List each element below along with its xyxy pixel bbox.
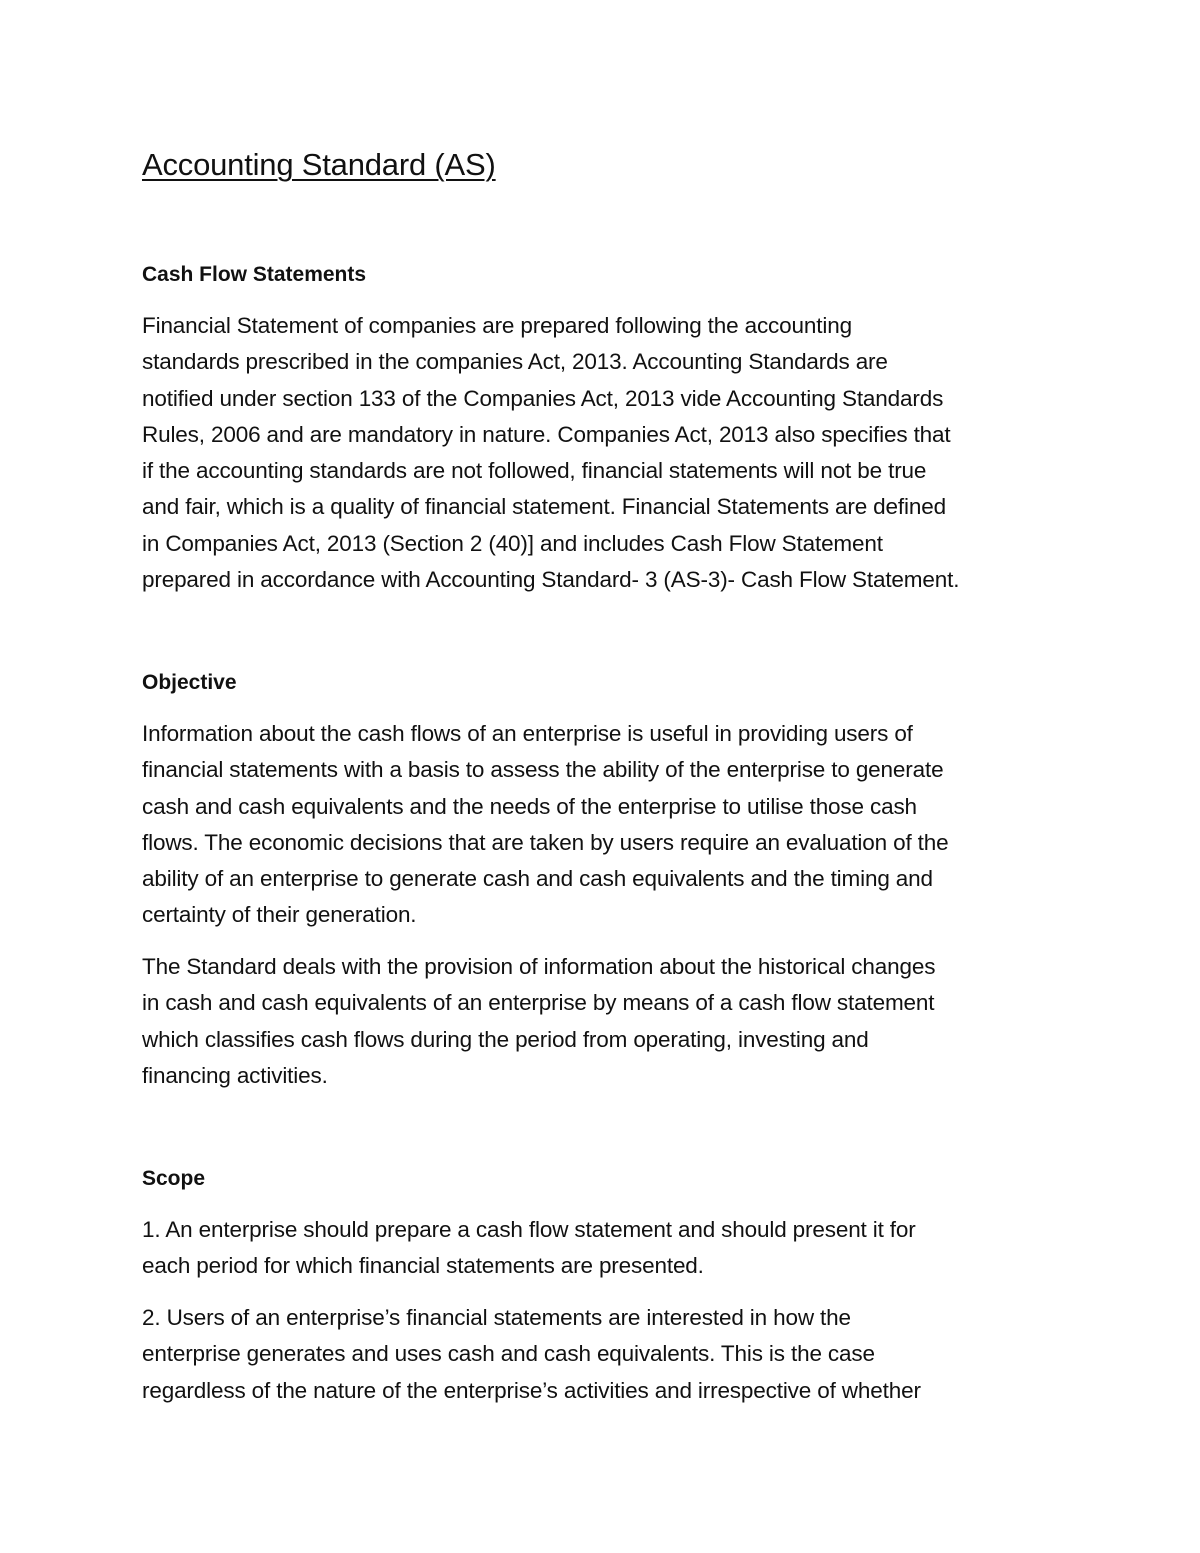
text-line: and fair, which is a quality of financial statement. Financial Statements are defined	[142, 494, 946, 520]
text-line: cash and cash equivalents and the needs of the enterprise to utilise those cash	[142, 793, 917, 819]
text-line: each period for which financial statements are presented.	[142, 1253, 704, 1279]
heading-objective: Objective	[142, 671, 237, 694]
heading-scope: Scope	[142, 1167, 206, 1190]
text-line: certainty of their generation.	[142, 902, 417, 928]
text-line: financing activities.	[142, 1062, 328, 1088]
document-page	[142, 0, 1062, 1553]
document-title: Accounting Standard (AS)	[142, 147, 496, 182]
text-line: regardless of the nature of the enterprise’s activities and irrespective of whether	[142, 1377, 921, 1403]
paragraph-scope-item-2	[142, 1300, 1062, 1409]
text-line: flows. The economic decisions that are taken by users require an evaluation of the	[142, 829, 949, 855]
text-line: Rules, 2006 and are mandatory in nature. Companies Act, 2013 also specifies that	[142, 421, 951, 447]
text-line: enterprise generates and uses cash and cash equivalents. This is the case	[142, 1341, 875, 1367]
text-line: notified under section 133 of the Companies Act, 2013 vide Accounting Standards	[142, 385, 944, 411]
paragraph-scope-item-1	[142, 1212, 1062, 1285]
text-line: Financial Statement of companies are prepared following the accounting	[142, 313, 852, 338]
text-line: prepared in accordance with Accounting Standard- 3 (AS-3)- Cash Flow Statement.	[142, 567, 960, 593]
paragraph-objective-1	[142, 716, 1062, 934]
text-line: The Standard deals with the provision of information about the historical changes	[142, 954, 936, 979]
paragraph-objective-2	[142, 949, 1062, 1094]
text-line: which classifies cash flows during the period from operating, investing and	[142, 1026, 869, 1052]
text-line: Information about the cash flows of an enterprise is useful in providing users of	[142, 721, 913, 746]
text-line: in cash and cash equivalents of an enterprise by means of a cash flow statement	[142, 990, 935, 1016]
text-line: ability of an enterprise to generate cash and cash equivalents and the timing and	[142, 866, 933, 892]
text-line: 2. Users of an enterprise’s financial statements are interested in how the	[142, 1305, 851, 1330]
text-line: in Companies Act, 2013 (Section 2 (40)] and includes Cash Flow Statement	[142, 530, 883, 556]
text-line: if the accounting standards are not followed, financial statements will not be true	[142, 458, 927, 484]
text-line: financial statements with a basis to assess the ability of the enterprise to generate	[142, 757, 944, 783]
paragraph-cash-flow-intro	[142, 308, 1062, 598]
text-line: 1. An enterprise should prepare a cash flow statement and should present it for	[142, 1217, 916, 1242]
text-line: standards prescribed in the companies Act, 2013. Accounting Standards are	[142, 349, 888, 375]
heading-cash-flow-statements: Cash Flow Statements	[142, 263, 367, 286]
